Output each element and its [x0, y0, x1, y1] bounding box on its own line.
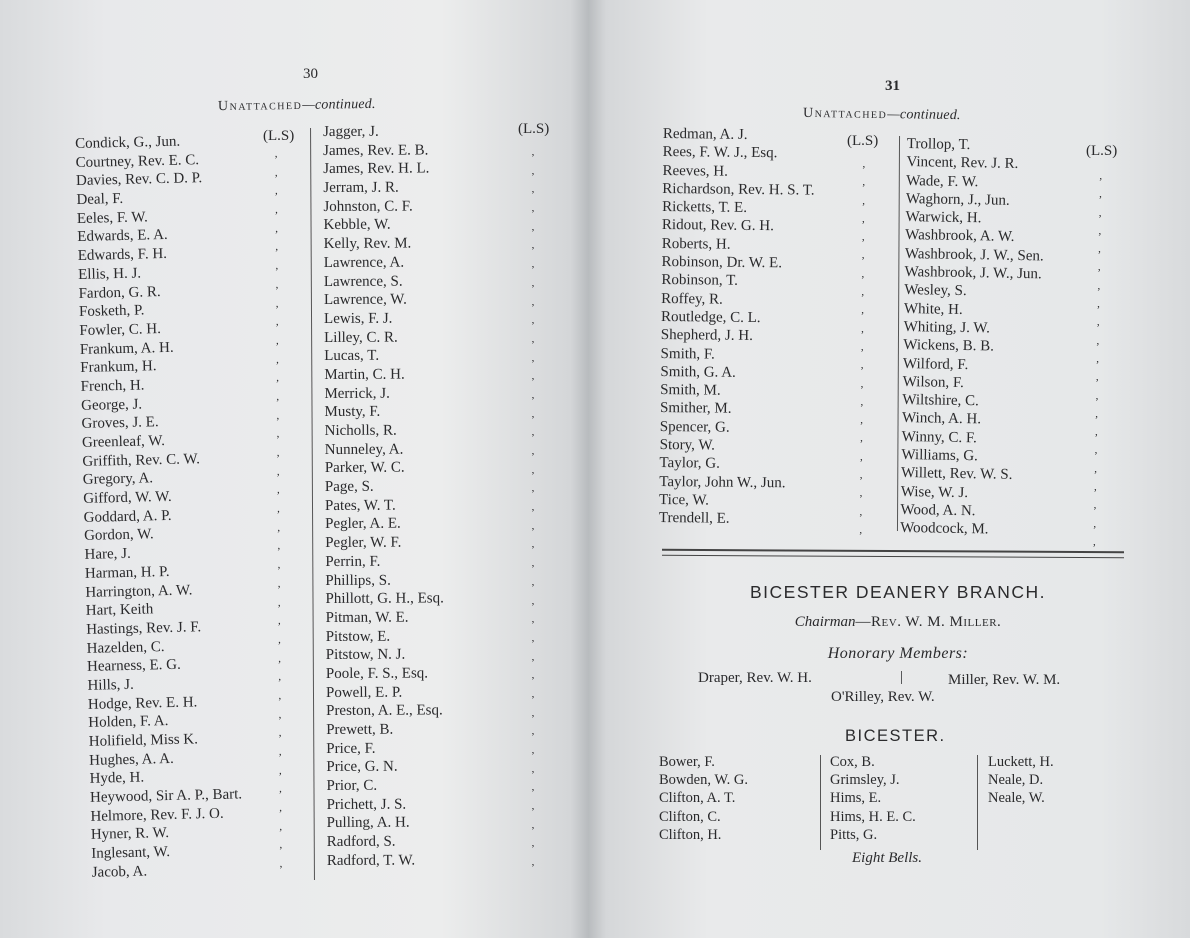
ditto-mark: ,	[862, 212, 865, 225]
ditto-mark: ,	[531, 594, 535, 607]
ditto-mark: ,	[275, 334, 279, 347]
ditto-mark: ,	[1093, 499, 1097, 512]
member-name: Harman, H. P.	[84, 563, 170, 582]
ditto-mark: ,	[861, 286, 865, 299]
member-name: Wise, W. J.	[900, 483, 969, 501]
member-name: Hodge, Rev. E. H.	[87, 693, 198, 713]
member-name: Fardon, G. R.	[78, 283, 161, 302]
chairman-name: —Rev. W. M. Miller.	[855, 614, 1002, 630]
member-name: Radford, S.	[326, 833, 396, 851]
ditto-mark: ,	[531, 613, 535, 626]
member-name: Jagger, J.	[323, 123, 379, 140]
member-name: George, J.	[80, 396, 143, 414]
ditto-mark: ,	[531, 725, 535, 738]
ditto-mark: ,	[861, 322, 864, 335]
member-name: Story, W.	[659, 437, 716, 454]
member-name: Wesley, S.	[904, 282, 967, 300]
member-name: Winch, A. H.	[901, 410, 982, 428]
ditto-mark: ,	[1097, 298, 1101, 311]
member-name: Warwick, H.	[905, 209, 982, 227]
ls-mark: (L.S)	[263, 128, 295, 144]
ditto-mark: ,	[277, 540, 281, 553]
member-name: French, H.	[80, 377, 145, 395]
member-name: Neale, W.	[988, 790, 1045, 807]
ditto-mark: ,	[859, 469, 863, 482]
member-name: Vincent, Rev. J. R.	[906, 154, 1019, 173]
ditto-mark: ,	[278, 671, 282, 684]
member-name: Pitstow, N. J.	[325, 646, 406, 664]
tower-column-3	[988, 753, 1054, 808]
member-name: Lawrence, A.	[323, 254, 405, 271]
ditto-mark: ,	[531, 501, 535, 514]
ditto-mark: ,	[862, 158, 866, 171]
member-name: Reeves, H.	[662, 162, 729, 180]
page-number: 31	[885, 78, 900, 94]
ditto-mark: ,	[274, 185, 278, 198]
ditto-mark: ,	[859, 450, 863, 463]
ditto-mark: ,	[531, 164, 535, 177]
name-column-1	[659, 125, 815, 529]
member-name: Neale, D.	[988, 772, 1044, 789]
member-name: Nunneley, A.	[324, 441, 404, 458]
ditto-mark: ,	[274, 166, 278, 179]
member-name: Condick, G., Jun.	[75, 133, 181, 152]
ditto-mark: ,	[861, 231, 865, 244]
ditto-mark: ,	[1097, 261, 1101, 274]
left-page	[0, 0, 588, 938]
ditto-mark: ,	[278, 727, 282, 740]
section-heading	[803, 106, 961, 124]
member-name: Williams, G.	[901, 446, 979, 465]
ditto-column-1	[850, 155, 875, 539]
ditto-mark: ,	[278, 633, 281, 646]
member-name: Cox, B.	[830, 754, 875, 770]
member-name: Radford, T. W.	[326, 852, 416, 869]
member-name: Pitstow, E.	[325, 628, 391, 645]
member-name: Gregory, A.	[82, 470, 154, 489]
member-name: Page, S.	[324, 478, 374, 496]
member-name: Whiting, J. W.	[903, 318, 991, 337]
ditto-mark: ,	[531, 856, 535, 869]
member-name: Ridout, Rev. G. H.	[661, 217, 774, 235]
ditto-mark: ,	[1096, 316, 1100, 329]
member-name: Taylor, G.	[659, 455, 720, 472]
member-name: Washbrook, J. W., Sen.	[904, 245, 1044, 265]
ditto-mark: ,	[531, 482, 535, 495]
member-name: Hills, J.	[87, 676, 134, 694]
member-name: Inglesant, W.	[91, 844, 171, 862]
ditto-mark: ,	[862, 194, 866, 207]
ditto-mark: ,	[531, 276, 535, 289]
member-name: James, Rev. E. B.	[323, 142, 429, 159]
ditto-mark: ,	[279, 801, 283, 814]
member-name: Phillott, G. H., Esq.	[325, 590, 444, 608]
member-name: Heywood, Sir A. P., Bart.	[89, 786, 243, 806]
ditto-mark: ,	[276, 390, 280, 403]
ditto-mark: ,	[1098, 225, 1102, 238]
member-name: Fowler, C. H.	[79, 320, 162, 339]
ditto-mark: ,	[531, 258, 535, 271]
member-name: Trollop, T.	[906, 135, 971, 154]
member-name: Prior, C.	[326, 777, 378, 795]
ditto-mark: ,	[276, 353, 279, 366]
member-name: Pitts, G.	[830, 826, 878, 843]
member-name: Bowden, W. G.	[659, 772, 749, 789]
member-name: Trendell, E.	[658, 510, 730, 527]
section-heading	[218, 97, 376, 115]
member-name: Jacob, A.	[91, 863, 148, 881]
ls-mark: (L.S)	[1086, 143, 1118, 159]
ditto-mark: ,	[531, 426, 535, 439]
ditto-mark: ,	[859, 505, 863, 518]
ditto-mark: ,	[531, 519, 535, 532]
member-name: Smith, F.	[660, 345, 715, 363]
member-name: Davies, Rev. C. D. P.	[75, 170, 203, 190]
name-column-1	[75, 132, 244, 883]
ditto-mark: ,	[278, 689, 282, 702]
member-name: Hazelden, C.	[86, 638, 165, 657]
member-name: Gifford, W. W.	[83, 488, 172, 507]
member-name: Roberts, H.	[661, 235, 731, 253]
member-name: Woodcock, M.	[899, 520, 989, 538]
member-name: Price, F.	[326, 740, 376, 757]
name-column-2	[323, 122, 445, 870]
member-name: Lawrence, S.	[323, 273, 403, 290]
ditto-mark: ,	[1096, 334, 1100, 347]
branch-title: BICESTER DEANERY BRANCH.	[750, 582, 1046, 602]
ditto-mark: ,	[278, 764, 282, 777]
ditto-mark: ,	[276, 446, 280, 459]
ditto-mark: ,	[275, 222, 279, 235]
ditto-mark: ,	[531, 706, 535, 719]
right-page	[588, 0, 1190, 938]
ditto-mark: ,	[1093, 481, 1097, 494]
member-name: Hastings, Rev. J. F.	[86, 619, 202, 638]
ditto-mark: ,	[860, 432, 863, 445]
member-name: Smith, M.	[660, 382, 721, 399]
ditto-mark: ,	[1098, 243, 1102, 256]
ls-mark: (L.S)	[847, 133, 879, 149]
tower-rule-2	[977, 755, 978, 850]
member-name: Taylor, John W., Jun.	[659, 473, 786, 491]
member-name: Holden, F. A.	[88, 713, 169, 732]
ditto-mark: ,	[275, 241, 279, 254]
heading-suffix: —continued.	[302, 96, 376, 113]
bells-note: Eight Bells.	[852, 850, 922, 866]
member-name: Prewett, B.	[326, 721, 394, 738]
member-name: Hims, E.	[830, 790, 882, 807]
ditto-mark: ,	[1099, 188, 1103, 201]
heading-text: Unattached	[217, 97, 303, 115]
member-name: Pegler, W. F.	[325, 534, 402, 552]
ditto-mark: ,	[1097, 279, 1101, 292]
ditto-mark: ,	[531, 239, 535, 252]
tower-rule-1	[820, 755, 821, 850]
ditto-mark: ,	[531, 744, 535, 756]
ditto-mark: ,	[277, 615, 281, 628]
ditto-mark: ,	[860, 377, 864, 390]
ditto-mark: ,	[860, 414, 864, 427]
member-name: Richardson, Rev. H. S. T.	[662, 180, 815, 199]
ditto-mark: ,	[531, 781, 535, 794]
ditto-mark: ,	[531, 314, 535, 327]
member-name: Ellis, H. J.	[77, 265, 142, 283]
member-name: Courtney, Rev. E. C.	[75, 151, 200, 171]
column-rule	[897, 136, 900, 531]
ditto-mark: ,	[860, 395, 864, 408]
member-name: Hyde, H.	[89, 769, 145, 788]
ditto-column-2	[522, 143, 544, 872]
member-name: Pegler, A. E.	[325, 516, 401, 533]
ditto-mark: ,	[279, 783, 282, 796]
member-name: Johnston, C. F.	[323, 198, 413, 215]
member-name: Nicholls, R.	[324, 422, 397, 439]
member-name: Pulling, A. H.	[326, 814, 410, 832]
member-name: Edwards, F. H.	[77, 246, 168, 265]
ditto-mark: ,	[275, 260, 279, 273]
member-name: Wickens, B. B.	[903, 337, 995, 355]
member-name: Lewis, F. J.	[323, 310, 393, 327]
ditto-mark: ,	[275, 203, 278, 216]
member-name: Wiltshire, C.	[902, 392, 979, 410]
member-name: Pitman, W. E.	[325, 609, 409, 626]
tower-column-1	[659, 753, 748, 844]
branch-chairman	[648, 614, 1148, 631]
member-name: Clifton, H.	[659, 826, 722, 843]
member-name: Hyner, R. W.	[90, 825, 170, 844]
honorary-member: Miller, Rev. W. M.	[948, 672, 1061, 688]
member-name: Fosketh, P.	[78, 302, 145, 321]
ditto-mark: ,	[531, 631, 535, 644]
member-name: Helmore, Rev. F. J. O.	[90, 805, 224, 825]
ditto-mark: ,	[277, 521, 281, 534]
ditto-mark: ,	[531, 183, 535, 196]
member-name: Smither, M.	[659, 400, 732, 418]
ditto-mark: ,	[1094, 462, 1098, 475]
ditto-mark: ,	[531, 800, 535, 813]
ditto-mark: ,	[1099, 170, 1103, 183]
member-name: Shepherd, J. H.	[660, 327, 753, 345]
member-name: Wilson, F.	[902, 373, 964, 391]
member-name: Luckett, H.	[988, 754, 1054, 770]
page-number: 30	[303, 66, 318, 82]
member-name: Frankum, A. H.	[79, 339, 174, 358]
honorary-heading: Honorary Members:	[827, 645, 969, 662]
member-name: Tice, W.	[658, 491, 710, 509]
ditto-mark: ,	[279, 858, 283, 871]
member-name: James, Rev. H. L.	[323, 160, 430, 178]
ditto-mark: ,	[531, 575, 535, 588]
member-name: Waghorn, J., Jun.	[905, 190, 1010, 209]
double-rule-bottom	[662, 555, 1124, 558]
member-name: Goddard, A. P.	[83, 507, 172, 526]
member-name: Roffey, R.	[661, 290, 723, 308]
member-name: Willett, Rev. W. S.	[900, 465, 1013, 484]
member-name: Wood, A. N.	[900, 501, 976, 520]
ditto-mark: ,	[531, 463, 535, 476]
member-name: Frankum, H.	[80, 358, 157, 377]
ditto-mark: ,	[278, 745, 282, 758]
ditto-mark: ,	[277, 502, 280, 515]
ditto-mark: ,	[1096, 353, 1100, 366]
member-name: Washbrook, J. W., Jun.	[904, 264, 1042, 283]
ditto-mark: ,	[531, 557, 535, 570]
ditto-mark: ,	[277, 596, 281, 609]
ditto-mark: ,	[276, 409, 280, 422]
member-name: Deal, F.	[76, 190, 124, 209]
member-name: Gordon, W.	[83, 526, 154, 545]
ditto-mark: ,	[276, 484, 280, 497]
member-name: Winny, C. F.	[901, 428, 978, 447]
ls-mark: (L.S)	[518, 121, 550, 137]
ditto-mark: ,	[531, 445, 535, 457]
member-name: Hims, H. E. C.	[830, 808, 916, 825]
honorary-member: Draper, Rev. W. H.	[698, 670, 812, 686]
member-name: Hearness, E. G.	[86, 656, 181, 676]
ditto-mark: ,	[279, 820, 283, 833]
ditto-mark: ,	[531, 538, 535, 551]
ditto-mark: ,	[278, 708, 282, 721]
ditto-mark: ,	[275, 316, 279, 329]
member-name: Preston, A. E., Esq.	[326, 702, 443, 720]
ditto-mark: ,	[859, 487, 863, 500]
heading-suffix: —continued.	[887, 107, 961, 124]
member-name: White, H.	[903, 300, 963, 318]
member-name: Lawrence, W.	[323, 291, 407, 309]
member-name: Groves, J. E.	[81, 414, 159, 433]
ditto-mark: ,	[860, 359, 864, 372]
ditto-mark: ,	[1093, 517, 1097, 530]
ditto-mark: ,	[860, 341, 864, 354]
ditto-column-1	[265, 145, 292, 874]
ditto-mark: ,	[1092, 536, 1096, 549]
member-name: Rees, F. W. J., Esq.	[662, 144, 778, 162]
ditto-mark: ,	[278, 652, 282, 665]
member-name: Hare, J.	[84, 545, 131, 564]
ditto-mark: ,	[531, 388, 535, 401]
member-name: Redman, A. J.	[662, 125, 748, 143]
tower-column-2	[830, 753, 916, 844]
member-name: Perrin, F.	[325, 553, 381, 570]
member-name: Hart, Keith	[85, 601, 154, 620]
member-name: Pates, W. T.	[324, 497, 396, 514]
ditto-mark: ,	[859, 524, 863, 537]
ditto-mark: ,	[862, 176, 866, 189]
honorary-member: O'Rilley, Rev. W.	[831, 689, 935, 705]
ditto-mark: ,	[531, 818, 535, 831]
ditto-mark: ,	[1095, 407, 1099, 421]
member-name: Poole, F. S., Esq.	[325, 665, 429, 682]
ditto-mark: ,	[1098, 206, 1102, 219]
member-name: Routledge, C. L.	[660, 308, 761, 327]
ditto-mark: ,	[1095, 389, 1099, 402]
member-name: Wilford, F.	[902, 355, 969, 373]
ditto-mark: ,	[279, 839, 283, 852]
ditto-column-2	[1083, 167, 1112, 552]
honorary-separator: |	[900, 669, 904, 685]
member-name: Powell, E. P.	[325, 684, 403, 701]
ditto-mark: ,	[531, 837, 535, 850]
member-name: Musty, F.	[324, 404, 381, 421]
ditto-mark: ,	[531, 650, 535, 663]
column-rule	[310, 128, 315, 880]
ditto-mark: ,	[275, 278, 279, 291]
ditto-mark: ,	[274, 147, 278, 160]
member-name: Parker, W. C.	[324, 459, 405, 477]
member-name: Price, G. N.	[326, 758, 398, 776]
member-name: Bower, F.	[659, 754, 715, 770]
member-name: Kelly, Rev. M.	[323, 235, 412, 253]
ditto-mark: ,	[861, 267, 865, 280]
ditto-mark: ,	[531, 687, 535, 700]
member-name: Spencer, G.	[659, 418, 730, 436]
name-column-2	[900, 135, 1046, 540]
member-name: Robinson, T.	[661, 272, 738, 290]
tower-name: BICESTER.	[845, 727, 946, 745]
member-name: Harrington, A. W.	[85, 581, 193, 601]
member-name: Washbrook, A. W.	[905, 227, 1015, 246]
ditto-mark: ,	[277, 559, 281, 572]
ditto-mark: ,	[276, 372, 280, 385]
ditto-mark: ,	[531, 202, 535, 215]
member-name: Wade, F. W.	[906, 172, 979, 190]
member-name: Merrick, J.	[324, 385, 390, 402]
double-rule-top	[662, 549, 1124, 553]
member-name: Griffith, Rev. C. W.	[82, 450, 201, 470]
member-name: Kebble, W.	[323, 217, 391, 234]
member-name: Prichett, J. S.	[326, 796, 407, 813]
chairman-label: Chairman	[794, 614, 856, 630]
member-name: Phillips, S.	[325, 572, 391, 589]
ditto-mark: ,	[531, 295, 535, 308]
ditto-mark: ,	[275, 297, 279, 310]
ditto-mark: ,	[861, 304, 865, 317]
ditto-mark: ,	[861, 249, 865, 262]
ditto-mark: ,	[1094, 444, 1098, 457]
member-name: Edwards, E. A.	[77, 227, 168, 246]
member-name: Lucas, T.	[324, 347, 380, 365]
ditto-mark: ,	[1095, 371, 1099, 384]
member-name: Holifield, Miss K.	[88, 731, 199, 750]
ditto-mark: ,	[276, 465, 280, 478]
member-name: Lilley, C. R.	[324, 329, 398, 346]
member-name: Ricketts, T. E.	[662, 199, 748, 217]
member-name: Eeles, F. W.	[76, 209, 148, 227]
member-name: Clifton, A. T.	[659, 790, 736, 807]
member-name: Grimsley, J.	[830, 772, 900, 789]
ditto-mark: ,	[531, 370, 535, 383]
ditto-mark: ,	[277, 577, 281, 590]
ditto-mark: ,	[531, 762, 535, 775]
ditto-mark: ,	[531, 407, 535, 420]
ditto-mark: ,	[276, 428, 280, 441]
member-name: Jerram, J. R.	[323, 179, 399, 197]
ditto-mark: ,	[531, 351, 535, 364]
member-name: Greenleaf, W.	[81, 433, 166, 451]
ditto-mark: ,	[1094, 426, 1098, 439]
member-name: Robinson, Dr. W. E.	[661, 254, 783, 272]
heading-text: Unattached	[802, 105, 888, 123]
ditto-mark: ,	[531, 146, 535, 158]
ditto-mark: ,	[531, 669, 535, 682]
member-name: Hughes, A. A.	[89, 750, 174, 769]
member-name: Martin, C. H.	[324, 366, 405, 383]
member-name: Smith, G. A.	[660, 363, 736, 381]
member-name: Clifton, C.	[659, 808, 721, 825]
ditto-mark: ,	[531, 332, 535, 345]
ditto-mark: ,	[531, 220, 535, 233]
